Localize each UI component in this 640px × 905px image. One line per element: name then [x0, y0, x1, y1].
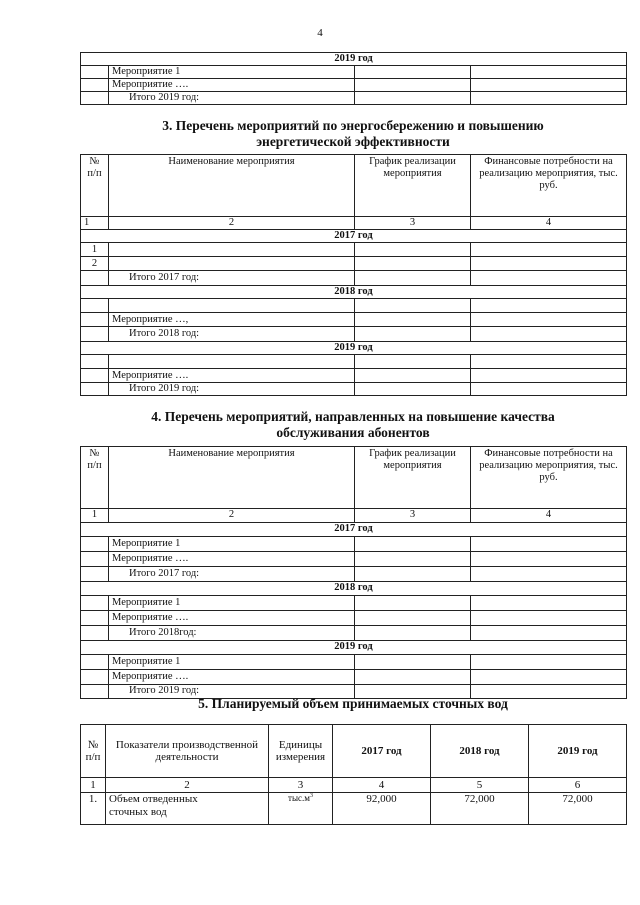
page-number: 4 [317, 27, 323, 39]
header-schedule: График реализации мероприятия [355, 155, 471, 217]
header-num: № п/п [81, 447, 109, 509]
header-2019: 2019 год [529, 725, 627, 778]
section3-title: 3. Перечень мероприятий по энергосбережению и повышению энергетической эффективности [162, 118, 544, 149]
total-row: Итого 2018год: [109, 626, 355, 641]
year-header-2018: 2018 год [81, 286, 627, 299]
header-finance: Финансовые потребности на реализацию мероприятия, тыс. руб. [471, 155, 627, 217]
measure-row: Мероприятие …. [109, 611, 355, 626]
measure-row: Мероприятие …. [109, 79, 355, 92]
value-2018: 72,000 [431, 793, 529, 825]
total-row: Итого 2019 год: [109, 92, 355, 105]
row-number: 1. [81, 793, 106, 825]
measure-row: Мероприятие …, [109, 313, 355, 327]
col-number: 3 [355, 509, 471, 523]
row-number: 2 [81, 257, 109, 271]
section5-table [80, 724, 627, 825]
col-number: 6 [529, 778, 627, 793]
section3-table [80, 154, 627, 396]
year-header-2019: 2019 год [81, 53, 627, 66]
col-number: 2 [106, 778, 269, 793]
col-number: 3 [269, 778, 333, 793]
measure-row: Мероприятие …. [109, 552, 355, 567]
measure-row: Мероприятие …. [109, 670, 355, 685]
total-row: Итого 2017 год: [109, 271, 355, 286]
header-indicators: Показатели производственной деятельности [106, 725, 269, 778]
year-header-2017: 2017 год [81, 230, 627, 243]
top-table [80, 52, 627, 105]
row-number: 1 [81, 243, 109, 257]
header-num: № п/п [81, 725, 106, 778]
year-header-2018: 2018 год [81, 582, 627, 596]
col-number: 4 [333, 778, 431, 793]
col-number: 1 [81, 778, 106, 793]
header-2018: 2018 год [431, 725, 529, 778]
value-2017: 92,000 [333, 793, 431, 825]
header-units: Единицы измерения [269, 725, 333, 778]
measure-row: Мероприятие …. [109, 369, 355, 383]
year-header-2017: 2017 год [81, 523, 627, 537]
col-number: 2 [109, 217, 355, 230]
total-row: Итого 2019 год: [109, 383, 355, 396]
measure-row: Мероприятие 1 [109, 596, 355, 611]
indicator-name: Объем отведенных сточных вод [106, 793, 269, 825]
total-row: Итого 2019 год: [109, 685, 355, 699]
section5-title: 5. Планируемый объем принимаемых сточных вод [198, 696, 508, 711]
col-number: 4 [471, 217, 627, 230]
header-num: № п/п [81, 155, 109, 217]
unit-cell: $тыс.м^3$ [269, 793, 333, 825]
header-schedule: График реализации мероприятия [355, 447, 471, 509]
col-number: 3 [355, 217, 471, 230]
value-2019: 72,000 [529, 793, 627, 825]
col-number: 5 [431, 778, 529, 793]
measure-row: Мероприятие 1 [109, 537, 355, 552]
header-finance: Финансовые потребности на реализацию мероприятия, тыс. руб. [471, 447, 627, 509]
measure-row: Мероприятие 1 [109, 66, 355, 79]
section4-table [80, 446, 627, 699]
header-2017: 2017 год [333, 725, 431, 778]
col-number: 1 [81, 509, 109, 523]
header-name: Наименование мероприятия [109, 155, 355, 217]
col-number: 2 [109, 509, 355, 523]
year-header-2019: 2019 год [81, 342, 627, 355]
col-number: 1 [81, 217, 109, 230]
col-number: 4 [471, 509, 627, 523]
measure-row: Мероприятие 1 [109, 655, 355, 670]
total-row: Итого 2018 год: [109, 327, 355, 342]
year-header-2019: 2019 год [81, 641, 627, 655]
total-row: Итого 2017 год: [109, 567, 355, 582]
header-name: Наименование мероприятия [109, 447, 355, 509]
section4-title: 4. Перечень мероприятий, направленных на повышение качества обслуживания абонентов [151, 409, 555, 440]
